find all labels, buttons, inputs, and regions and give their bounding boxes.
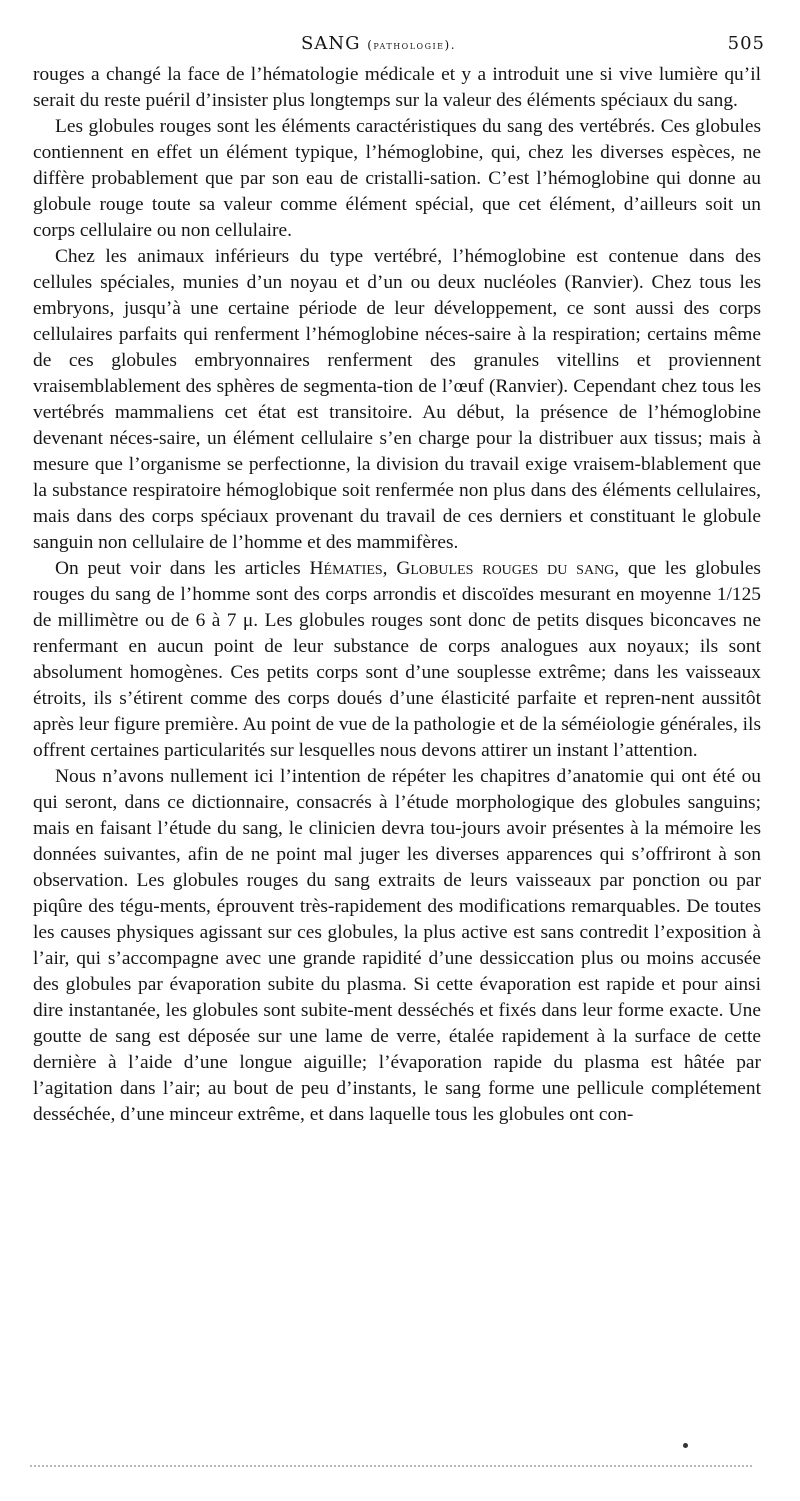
document-page <box>33 30 765 1128</box>
paragraph-text: que les globules rouges du sang de l’homme sont des corps arrondis et discoïdes mesurant en moyenne 1/125 de millimètre ou de 6 à 7 μ. Les globules rouges sont donc de petits disques biconcaves ne renfermant en aucun point de leur substance de corps analogues aux noyaux; ils sont absolument homogènes. Ces petits corps sont d’une souplesse extrême; dans les vaisseaux étroits, ils s’étirent comme des corps doués d’une élasticité parfaite et repren-nent aussitôt après leur figure première. Au point de vue de la pathologie et de la séméiologie générales, ils offrent certaines particularités sur lesquelles nous devons attirer un instant l’attention. <box>33 558 761 761</box>
paragraph-text: On peut voir dans les articles <box>55 558 310 579</box>
footer-rule <box>30 1463 752 1467</box>
running-title <box>301 33 456 54</box>
cross-reference: Hématies, Globules rouges du sang, <box>309 558 620 579</box>
paragraph: Nous n’avons nullement ici l’intention de répéter les chapitres d’anatomie qui ont été ou qui seront, dans ce dictionnaire, consacrés à l’étude morphologique des globules sanguins; mais en faisant l’étude du sang, le clinicien devra tou-jours avoir présentes à la mémoire les données suivantes, afin de ne point mal juger les diverses apparences qui s’offriront à son observation. Les globules rouges du sang extraits de leurs vaisseaux par ponction ou par piqûre des tégu-ments, éprouvent très-rapidement des modifications remarquables. De toutes les causes physiques agissant sur ces globules, la plus active est sans contredit l’exposition à l’air, qui s’accompagne avec une grande rapidité d’une dessiccation plus ou moins accusée des globules par évaporation subite du plasma. Si cette évaporation est rapide et pour ainsi dire instantanée, les globules sont subite-ment desséchés et fixés dans leur forme exacte. Une goutte de sang est déposée sur une lame de verre, étalée rapidement à la surface de cette dernière à l’aide d’une longue aiguille; l’évaporation rapide du plasma est hâtée par l’agitation dans l’air; au bout de peu d’instants, le sang forme une pellicule complétement desséchée, d’une minceur extrême, et dans laquelle tous les globules ont con- <box>33 766 761 1125</box>
paragraph: rouges a changé la face de l’hématologie médicale et y a introduit une si vive lumière qu’il serait du reste puéril d’insister plus longtemps sur la valeur des éléments spéciaux du sang. <box>33 64 761 111</box>
body-text <box>33 62 761 1128</box>
running-title-sub: (pathologie). <box>367 38 457 52</box>
page-number: 505 <box>727 33 765 54</box>
running-head <box>33 30 765 62</box>
paragraph: Chez les animaux inférieurs du type vertébré, l’hémoglobine est contenue dans des cellules spéciales, munies d’un noyau et d’un ou deux nucléoles (Ranvier). Chez tous les embryons, jusqu’à une certaine période de leur développement, ce sont aussi des corps cellulaires parfaits qui renferment l’hémoglobine néces-saire à la respiration; certains même de ces globules embryonnaires renferment des granules vitellins et proviennent vraisemblablement des sphères de segmenta-tion de l’œuf (Ranvier). Cependant chez tous les vertébrés mammaliens cet état est transitoire. Au début, la présence de l’hémoglobine devenant néces-saire, un élément cellulaire s’en charge pour la distribuer aux tissus; mais à mesure que l’organisme se perfectionne, la division du travail exige vraisem-blablement que la substance respiratoire hémoglobique soit renfermée non plus dans des éléments cellulaires, mais dans des corps spéciaux provenant du travail de ces derniers et constituant le globule sanguin non cellulaire de l’homme et des mammifères. <box>33 246 761 553</box>
paragraph: Les globules rouges sont les éléments caractéristiques du sang des vertébrés. Ces globules contiennent en effet un élément typique, l’hémoglobine, qui, chez les diverses espèces, ne diffère probablement que par son eau de cristalli-sation. C’est l’hémoglobine qui donne au globule rouge toute sa valeur comme élément spécial, que cet élément, d’ailleurs soit un corps cellulaire ou non cellulaire. <box>33 116 761 241</box>
running-title-main: SANG <box>301 33 361 54</box>
footer-mark <box>683 1443 688 1448</box>
paragraph <box>33 556 761 764</box>
